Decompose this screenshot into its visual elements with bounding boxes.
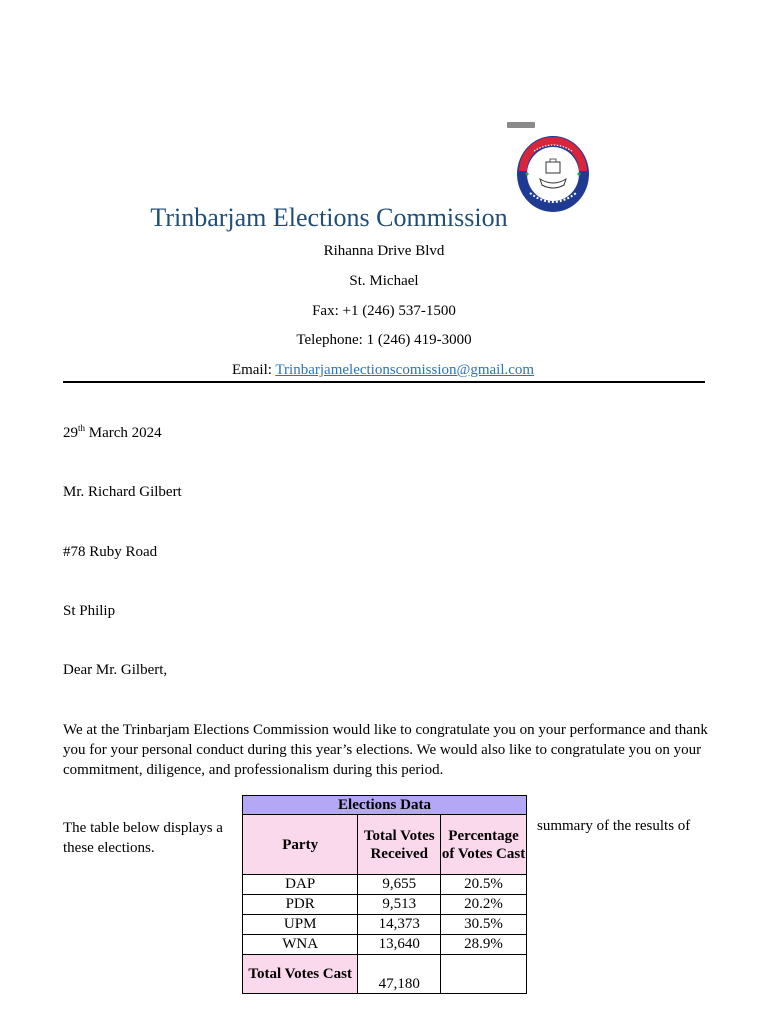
date-month-year: March 2024: [85, 425, 162, 441]
votes-cell: 13,640: [358, 935, 441, 955]
organization-name: Trinbarjam Elections Commission: [150, 203, 508, 232]
email-line: [0, 362, 767, 379]
header-percentage: Percentage of Votes Cast: [441, 815, 527, 875]
address-line-parish: St. Michael: [349, 273, 419, 289]
percentage-cell: 20.2%: [441, 895, 527, 915]
percentage-cell: 28.9%: [441, 935, 527, 955]
date-suffix: th: [78, 423, 86, 433]
total-percentage-value: [441, 955, 527, 994]
percentage-cell: 30.5%: [441, 915, 527, 935]
commission-seal-icon: [516, 135, 590, 213]
table-caption: Elections Data: [243, 796, 527, 815]
table-total-row: [243, 955, 527, 994]
header-total-votes: Total Votes Received: [358, 815, 441, 875]
letter-date: [63, 425, 162, 442]
recipient-name: Mr. Richard Gilbert: [63, 484, 182, 500]
party-cell: DAP: [243, 875, 358, 895]
telephone-number: Telephone: 1 (246) 419-3000: [296, 332, 472, 348]
votes-cell: 14,373: [358, 915, 441, 935]
address-line-street: Rihanna Drive Blvd: [323, 243, 445, 259]
table-row: [243, 875, 527, 895]
votes-cell: 9,655: [358, 875, 441, 895]
logo-caption: [507, 122, 535, 128]
table-intro-right: summary of the results of: [537, 818, 691, 834]
total-votes-value: 47,180: [358, 955, 441, 994]
table-row: [243, 935, 527, 955]
table-row: [243, 915, 527, 935]
party-cell: WNA: [243, 935, 358, 955]
date-day: 29: [63, 425, 78, 441]
table-header-row: [243, 815, 527, 875]
letterhead-divider: [63, 381, 705, 383]
votes-cell: 9,513: [358, 895, 441, 915]
header-party: Party: [243, 815, 358, 875]
recipient-street: #78 Ruby Road: [63, 544, 158, 560]
fax-number: Fax: +1 (246) 537-1500: [312, 303, 456, 319]
body-paragraph: We at the Trinbarjam Elections Commission would like to congratulate you on your performance and thank you for your personal conduct during this year’s elections. We would also like to congratulate you on your commitment, diligence, and professionalism during this period.: [63, 722, 708, 778]
party-cell: PDR: [243, 895, 358, 915]
email-label: Email:: [231, 362, 276, 378]
elections-data-table: [242, 795, 527, 994]
party-cell: UPM: [243, 915, 358, 935]
table-row: [243, 895, 527, 915]
salutation: Dear Mr. Gilbert,: [63, 662, 168, 678]
total-label: Total Votes Cast: [243, 955, 358, 994]
percentage-cell: 20.5%: [441, 875, 527, 895]
email-link[interactable]: Trinbarjamelectionscomission@gmail.com: [275, 362, 535, 378]
table-intro-left: The table below displays a these elections.: [63, 820, 223, 856]
recipient-parish: St Philip: [63, 603, 116, 619]
